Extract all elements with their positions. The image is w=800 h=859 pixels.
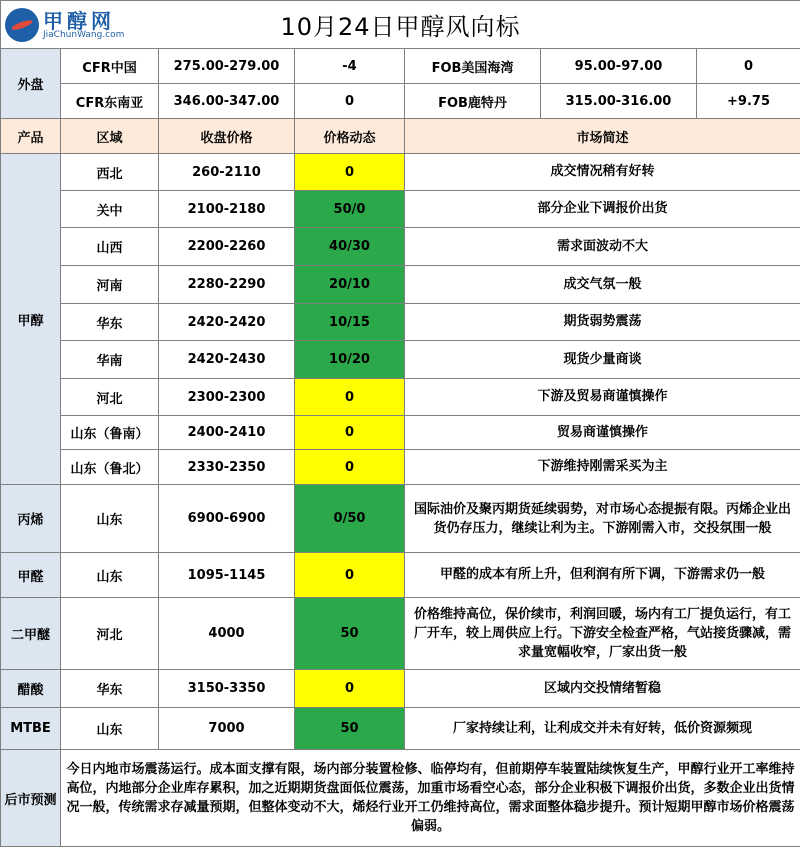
region-cell: 华东	[61, 670, 159, 708]
summary-cell: 现货少量商谈	[405, 341, 800, 379]
region-cell: 华东	[61, 304, 159, 341]
region-cell: 河北	[61, 379, 159, 416]
table-row	[1, 228, 800, 266]
price-cell: 1095-1145	[159, 553, 295, 598]
region-cell: 华南	[61, 341, 159, 379]
change-cell: 40/30	[295, 228, 405, 266]
summary-cell: 贸易商谨慎操作	[405, 416, 800, 450]
price-cell: 2280-2290	[159, 266, 295, 304]
summary-cell: 需求面波动不大	[405, 228, 800, 266]
summary-cell: 成交气氛一般	[405, 266, 800, 304]
summary-cell: 下游及贸易商谨慎操作	[405, 379, 800, 416]
product-dme: 二甲醚	[1, 598, 61, 670]
table-row	[1, 341, 800, 379]
outer-right-price: 315.00-316.00	[541, 84, 697, 119]
table-row	[1, 450, 800, 485]
region-cell: 山东（鲁北）	[61, 450, 159, 485]
price-cell: 2420-2420	[159, 304, 295, 341]
col-region: 区域	[61, 119, 159, 154]
table-row	[1, 485, 800, 553]
product-methanol: 甲醇	[1, 154, 61, 485]
price-cell: 2330-2350	[159, 450, 295, 485]
outer-left-change: 0	[295, 84, 405, 119]
title-cell	[1, 1, 800, 49]
price-cell: 3150-3350	[159, 670, 295, 708]
change-cell: 0	[295, 416, 405, 450]
outer-right-name: FOB美国海湾	[405, 49, 541, 84]
col-price: 收盘价格	[159, 119, 295, 154]
table-row	[1, 553, 800, 598]
change-cell: 0	[295, 553, 405, 598]
price-cell: 2400-2410	[159, 416, 295, 450]
table-row	[1, 416, 800, 450]
outlook-row	[1, 750, 800, 847]
table-row	[1, 379, 800, 416]
table-row	[1, 154, 800, 191]
outer-right-change: +9.75	[697, 84, 800, 119]
change-cell: 0	[295, 379, 405, 416]
price-cell: 6900-6900	[159, 485, 295, 553]
summary-cell: 厂家持续让利，让利成交并未有好转，低价资源频现	[405, 708, 800, 750]
outer-market-row	[1, 84, 800, 119]
change-cell: 0	[295, 670, 405, 708]
col-summary: 市场简述	[405, 119, 800, 154]
price-cell: 260-2110	[159, 154, 295, 191]
product-mtbe: MTBE	[1, 708, 61, 750]
table-row	[1, 266, 800, 304]
region-cell: 山东	[61, 708, 159, 750]
change-cell: 0	[295, 154, 405, 191]
outer-market-label: 外盘	[1, 49, 61, 119]
outer-right-name: FOB鹿特丹	[405, 84, 541, 119]
summary-cell: 甲醛的成本有所上升，但利润有所下调，下游需求仍一般	[405, 553, 800, 598]
product-propylene: 丙烯	[1, 485, 61, 553]
change-cell: 0/50	[295, 485, 405, 553]
change-cell: 50	[295, 598, 405, 670]
price-cell: 2200-2260	[159, 228, 295, 266]
summary-cell: 价格维持高位，保价续市，利润回暖，场内有工厂提负运行，有工厂开车，较上周供应上行。下游安全检查严格，气站接货骤减，需求量宽幅收窄，厂家出货一般	[405, 598, 800, 670]
table-row	[1, 598, 800, 670]
outer-left-price: 275.00-279.00	[159, 49, 295, 84]
outlook-text: 今日内地市场震荡运行。成本面支撑有限，场内部分装置检修、临停均有，但前期停车装置陆续恢复生产，甲醇行业开工率维持高位，内地部分企业库存累积，加之近期期货盘面低位震荡，加重市场看空心态，部分企业积极下调报价出货，多数企业出货情况一般，传统需求存减量预期，但整体变动不大，烯烃行业开工仍维持高位，需求面整体稳步提升。预计短期甲醇市场价格震荡偏弱。	[61, 750, 800, 847]
outer-left-price: 346.00-347.00	[159, 84, 295, 119]
price-cell: 4000	[159, 598, 295, 670]
outer-right-change: 0	[697, 49, 800, 84]
summary-cell: 下游维持刚需采买为主	[405, 450, 800, 485]
product-formaldehyde: 甲醛	[1, 553, 61, 598]
outer-left-name: CFR中国	[61, 49, 159, 84]
region-cell: 河北	[61, 598, 159, 670]
col-product: 产品	[1, 119, 61, 154]
product-acetic-acid: 醋酸	[1, 670, 61, 708]
region-cell: 关中	[61, 191, 159, 228]
logo-cn-text: 甲醇网	[43, 9, 115, 33]
price-cell: 7000	[159, 708, 295, 750]
outer-left-change: -4	[295, 49, 405, 84]
change-cell: 10/15	[295, 304, 405, 341]
region-cell: 山东	[61, 485, 159, 553]
region-cell: 山西	[61, 228, 159, 266]
logo-en-text: JiaChunWang.com	[43, 30, 125, 40]
region-cell: 山东（鲁南）	[61, 416, 159, 450]
globe-icon	[5, 8, 39, 42]
change-cell: 20/10	[295, 266, 405, 304]
price-cell: 2300-2300	[159, 379, 295, 416]
summary-cell: 国际油价及聚丙期货延续弱势，对市场心态提振有限。丙烯企业出货仍存压力，继续让利为主。下游刚需入市，交投氛围一般	[405, 485, 800, 553]
jiachunwang-logo	[5, 5, 125, 45]
change-cell: 10/20	[295, 341, 405, 379]
summary-cell: 成交情况稍有好转	[405, 154, 800, 191]
outer-right-price: 95.00-97.00	[541, 49, 697, 84]
change-cell: 50	[295, 708, 405, 750]
col-change: 价格动态	[295, 119, 405, 154]
region-cell: 河南	[61, 266, 159, 304]
table-row	[1, 670, 800, 708]
summary-cell: 部分企业下调报价出货	[405, 191, 800, 228]
change-cell: 50/0	[295, 191, 405, 228]
page-title: 10月24日甲醇风向标	[280, 13, 521, 41]
table-row	[1, 708, 800, 750]
change-cell: 0	[295, 450, 405, 485]
outer-left-name: CFR东南亚	[61, 84, 159, 119]
region-cell: 西北	[61, 154, 159, 191]
summary-cell: 区域内交投情绪暂稳	[405, 670, 800, 708]
region-cell: 山东	[61, 553, 159, 598]
column-header-row	[1, 119, 800, 154]
table-row	[1, 191, 800, 228]
price-cell: 2100-2180	[159, 191, 295, 228]
table-row	[1, 304, 800, 341]
outlook-label: 后市预测	[1, 750, 61, 847]
outer-market-row	[1, 49, 800, 84]
price-cell: 2420-2430	[159, 341, 295, 379]
summary-cell: 期货弱势震荡	[405, 304, 800, 341]
